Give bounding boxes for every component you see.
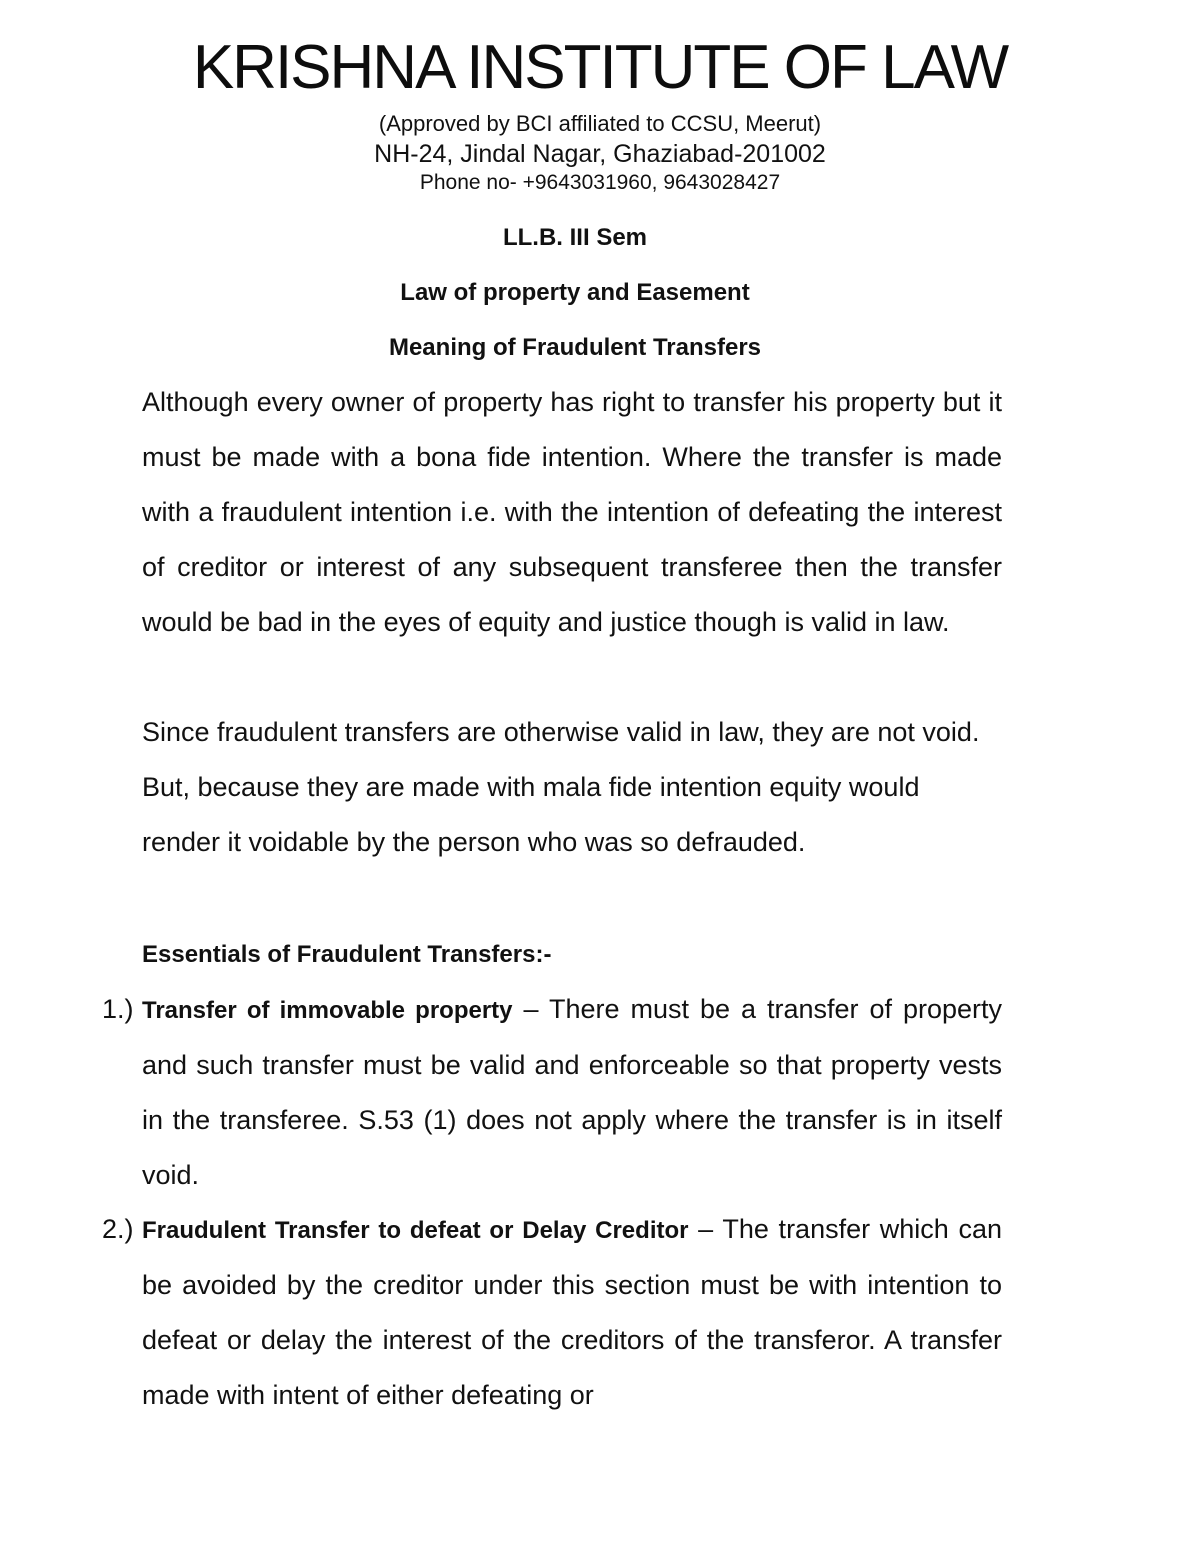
item-text: – The transfer which can be avoided by the creditor under this section must be with intention to defeat or delay the interest of the creditors of the transferor. A transfer made with intent of either defeating or (142, 1214, 1003, 1410)
subject-heading: Law of property and Easement (400, 279, 750, 306)
phone-line: Phone no- +9643031960, 9643028427 (419, 171, 781, 194)
essential-item-1 (102, 982, 1003, 1203)
essential-item-2 (102, 1202, 1003, 1423)
item-title: Fraudulent Transfer to defeat or Delay Creditor (142, 1217, 689, 1244)
paragraph-voidable: Since fraudulent transfers are otherwise valid in law, they are not void. But, because they are made with mala fide intention equity would render it voidable by the person who was so defrauded. (142, 717, 980, 857)
item-text: – There must be a transfer of property and such transfer must be valid and enforceable so that property vests in the transferee. S.53 (1) does not apply where the transfer is in itself void. (142, 994, 1003, 1190)
paragraph-meaning: Although every owner of property has right to transfer his property but it must be made with a bona fide intention. Where the transfer is made with a fraudulent intention i.e. with the intention of defeating the interest of creditor or interest of any subsequent transferee then the transfer would be bad in the eyes of equity and justice though is valid in law. (142, 387, 1002, 637)
address-line: NH-24, Jindal Nagar, Ghaziabad-201002 (374, 140, 826, 168)
item-number: 1.) (102, 994, 134, 1024)
course-heading: LL.B. III Sem (502, 224, 648, 251)
item-title: Transfer of immovable property (142, 997, 513, 1024)
item-number: 2.) (102, 1214, 134, 1244)
topic-heading: Meaning of Fraudulent Transfers (388, 334, 762, 361)
approval-line: (Approved by BCI affiliated to CCSU, Meerut) (378, 111, 822, 136)
essentials-heading: Essentials of Fraudulent Transfers:- (142, 941, 552, 968)
institute-name: KRISHNA INSTITUTE OF LAW (192, 33, 1008, 102)
